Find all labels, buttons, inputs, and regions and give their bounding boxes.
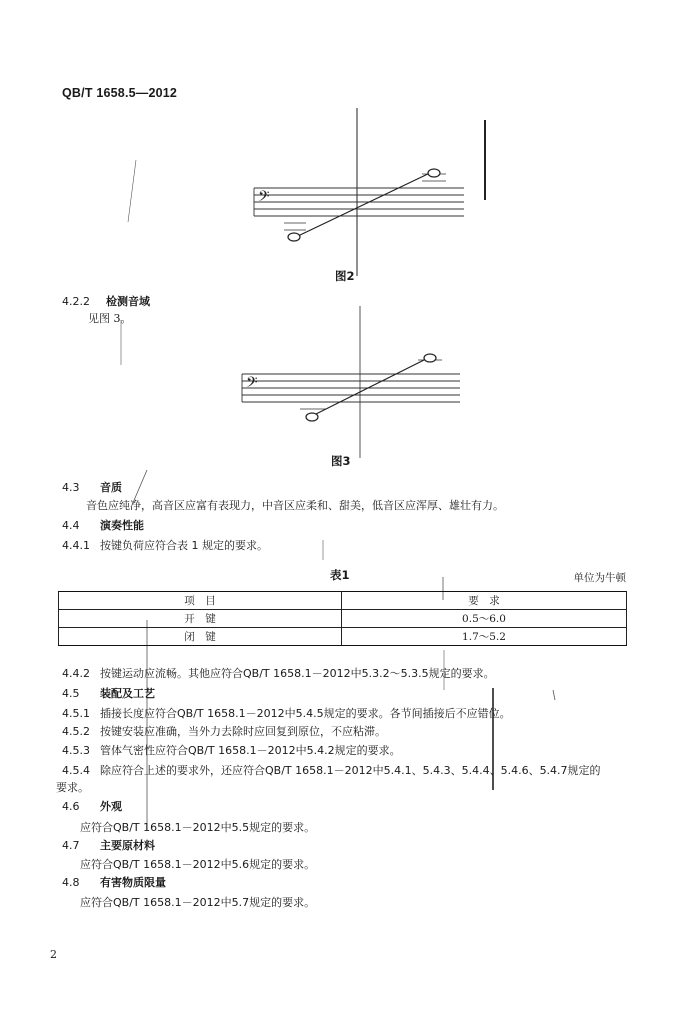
section-number: 4.5 — [62, 687, 80, 700]
section-4-6-body: 应符合QB/T 1658.1－2012中5.5规定的要求。 — [80, 821, 316, 834]
section-title: 检测音域 — [106, 295, 150, 308]
section-number: 4.4.2 — [62, 667, 90, 680]
svg-text:𝄢: 𝄢 — [258, 188, 270, 209]
section-4-8-heading — [62, 874, 166, 890]
section-4-5-4 — [62, 762, 601, 778]
section-body: 管体气密性应符合QB/T 1658.1－2012中5.4.2规定的要求。 — [100, 744, 401, 757]
column-header-item: 项 目 — [59, 592, 342, 610]
table-1-caption: 表1 — [330, 568, 350, 582]
section-title: 外观 — [100, 800, 122, 813]
section-body: 按键运动应流畅。其他应符合QB/T 1658.1－2012中5.3.2～5.3.5规定的要求。 — [100, 667, 495, 680]
table-row — [59, 610, 627, 628]
section-4-4-1 — [62, 537, 268, 553]
section-number: 4.8 — [62, 876, 80, 889]
section-body: 按键安装应准确，当外力去除时应回复到原位，不应粘滞。 — [100, 725, 386, 738]
section-4-5-4-continued: 要求。 — [56, 781, 89, 794]
figure-2-caption: 图2 — [335, 269, 355, 283]
section-4-6-heading — [62, 798, 122, 814]
document-id: QB/T 1658.5—2012 — [62, 86, 178, 100]
section-number: 4.5.4 — [62, 764, 90, 777]
figure-2-staff — [246, 160, 476, 250]
section-number: 4.5.1 — [62, 707, 90, 720]
section-number: 4.4 — [62, 519, 80, 532]
section-4-5-1 — [62, 705, 511, 721]
section-4-5-3 — [62, 742, 401, 758]
section-number: 4.5.2 — [62, 725, 90, 738]
row-value: 1.7～5.2 — [342, 628, 627, 646]
row-item: 闭 键 — [59, 628, 342, 646]
table-row — [59, 628, 627, 646]
section-title: 主要原材料 — [100, 839, 155, 852]
row-item: 开 键 — [59, 610, 342, 628]
section-4-2-2-heading — [62, 293, 150, 309]
section-number: 4.6 — [62, 800, 80, 813]
section-4-7-heading — [62, 837, 155, 853]
figure-3-staff — [236, 346, 476, 430]
section-title: 演奏性能 — [100, 519, 144, 532]
page-number: 2 — [50, 948, 57, 961]
svg-text:𝄢: 𝄢 — [246, 374, 258, 395]
figure-3-caption: 图3 — [331, 454, 351, 468]
section-title: 音质 — [100, 481, 122, 494]
section-4-8-body: 应符合QB/T 1658.1－2012中5.7规定的要求。 — [80, 896, 316, 909]
section-body: 插接长度应符合QB/T 1658.1－2012中5.4.5规定的要求。各节间插接后不应错位。 — [100, 707, 511, 720]
section-4-7-body: 应符合QB/T 1658.1－2012中5.6规定的要求。 — [80, 858, 316, 871]
section-number: 4.5.3 — [62, 744, 90, 757]
section-number: 4.2.2 — [62, 295, 90, 308]
section-4-2-2-body: 见图 3。 — [88, 312, 132, 325]
section-4-5-2 — [62, 723, 386, 739]
section-title: 装配及工艺 — [100, 687, 155, 700]
section-number: 4.7 — [62, 839, 80, 852]
section-title: 有害物质限量 — [100, 876, 166, 889]
section-body: 按键负荷应符合表 1 规定的要求。 — [100, 539, 268, 552]
row-value: 0.5～6.0 — [342, 610, 627, 628]
table-1-unit: 单位为牛顿 — [573, 572, 626, 584]
table-header-row — [59, 592, 627, 610]
table-1 — [58, 591, 627, 646]
section-4-3-body: 音色应纯净，高音区应富有表现力，中音区应柔和、甜美，低音区应浑厚、雄壮有力。 — [86, 499, 504, 512]
section-number: 4.4.1 — [62, 539, 90, 552]
section-4-4-2 — [62, 665, 495, 681]
section-4-5-heading — [62, 685, 155, 701]
section-body: 除应符合上述的要求外，还应符合QB/T 1658.1－2012中5.4.1、5.4.3、5.4.4、5.4.6、5.4.7规定的 — [100, 764, 601, 777]
section-4-4-heading — [62, 517, 144, 533]
section-4-3-heading — [62, 479, 122, 495]
column-header-requirement: 要 求 — [342, 592, 627, 610]
section-number: 4.3 — [62, 481, 80, 494]
